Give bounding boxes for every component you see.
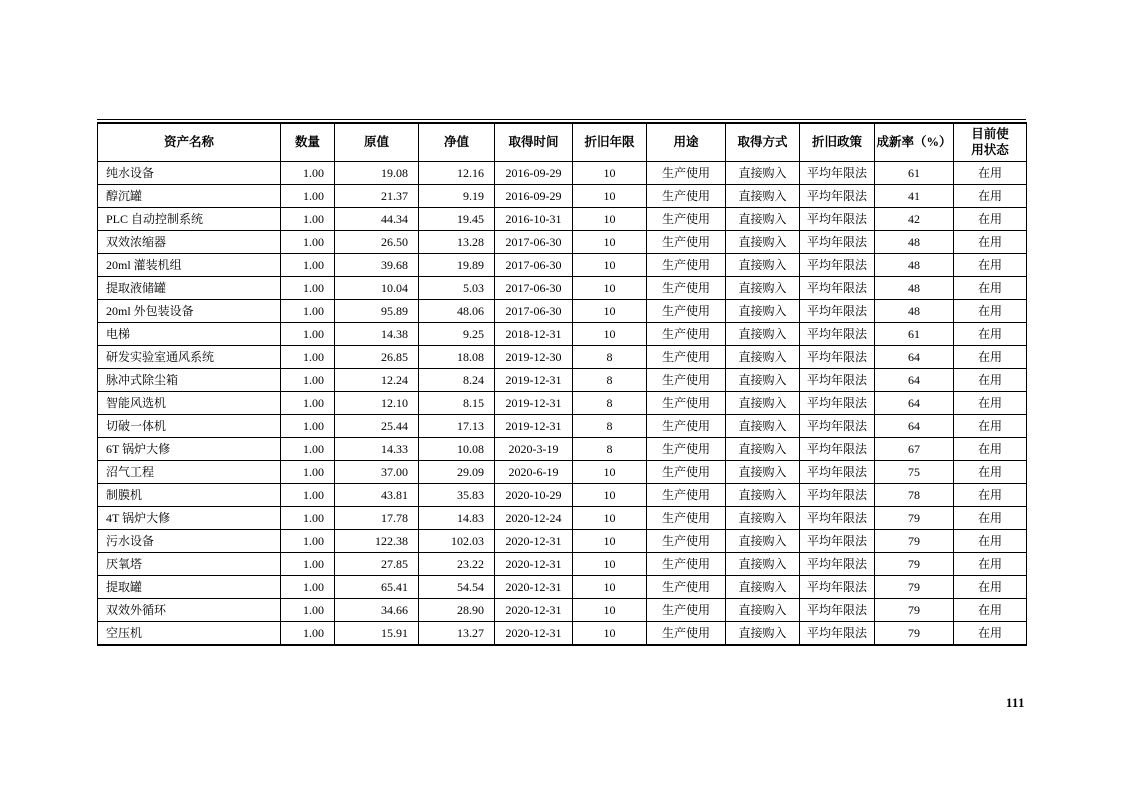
table-cell: 1.00	[281, 184, 335, 207]
table-cell: 2020-10-29	[495, 483, 573, 506]
table-cell: 平均年限法	[800, 368, 875, 391]
table-cell: 生产使用	[647, 345, 726, 368]
table-cell: 直接购入	[726, 483, 800, 506]
table-cell: 2020-12-31	[495, 598, 573, 621]
table-cell: 41	[875, 184, 954, 207]
table-cell: 1.00	[281, 253, 335, 276]
table-cell: 2020-12-31	[495, 552, 573, 575]
column-header: 净值	[419, 123, 495, 161]
table-row	[98, 207, 1027, 230]
table-cell: 61	[875, 322, 954, 345]
table-cell: 平均年限法	[800, 345, 875, 368]
table-cell: 平均年限法	[800, 621, 875, 645]
table-cell: 平均年限法	[800, 437, 875, 460]
table-cell: 生产使用	[647, 529, 726, 552]
table-cell: 13.28	[419, 230, 495, 253]
table-cell: 直接购入	[726, 161, 800, 184]
table-cell: 1.00	[281, 345, 335, 368]
table-cell: 平均年限法	[800, 552, 875, 575]
table-row	[98, 414, 1027, 437]
table-cell: 75	[875, 460, 954, 483]
table-cell: 平均年限法	[800, 598, 875, 621]
table-cell: 10	[573, 161, 647, 184]
table-cell: 2019-12-30	[495, 345, 573, 368]
table-row	[98, 161, 1027, 184]
table-cell: 9.25	[419, 322, 495, 345]
table-cell: 10	[573, 276, 647, 299]
table-cell: 8	[573, 391, 647, 414]
table-cell: 29.09	[419, 460, 495, 483]
column-header: 折旧年限	[573, 123, 647, 161]
table-cell: 生产使用	[647, 230, 726, 253]
table-cell: 12.24	[335, 368, 419, 391]
column-header: 取得方式	[726, 123, 800, 161]
table-row	[98, 506, 1027, 529]
table-cell: 在用	[954, 460, 1027, 483]
table-cell: 在用	[954, 322, 1027, 345]
table-cell: 在用	[954, 253, 1027, 276]
table-cell: 18.08	[419, 345, 495, 368]
table-cell: 12.16	[419, 161, 495, 184]
table-cell: 在用	[954, 575, 1027, 598]
table-cell: 直接购入	[726, 391, 800, 414]
table-cell: 13.27	[419, 621, 495, 645]
table-cell: 2019-12-31	[495, 414, 573, 437]
table-cell: 生产使用	[647, 207, 726, 230]
table-cell: 直接购入	[726, 368, 800, 391]
table-cell: 平均年限法	[800, 575, 875, 598]
table-cell: 23.22	[419, 552, 495, 575]
table-cell: 2016-09-29	[495, 161, 573, 184]
table-cell: 在用	[954, 391, 1027, 414]
table-cell: 平均年限法	[800, 207, 875, 230]
table-row	[98, 299, 1027, 322]
table-cell: 平均年限法	[800, 230, 875, 253]
table-cell: 平均年限法	[800, 529, 875, 552]
table-cell: 19.89	[419, 253, 495, 276]
table-cell: 20ml 灌装机组	[98, 253, 281, 276]
table-cell: 在用	[954, 621, 1027, 645]
table-cell: 在用	[954, 184, 1027, 207]
table-cell: 25.44	[335, 414, 419, 437]
table-cell: 4T 锅炉大修	[98, 506, 281, 529]
table-cell: 空压机	[98, 621, 281, 645]
table-cell: 79	[875, 598, 954, 621]
table-cell: 直接购入	[726, 184, 800, 207]
table-cell: 生产使用	[647, 322, 726, 345]
table-cell: 直接购入	[726, 207, 800, 230]
table-cell: 直接购入	[726, 575, 800, 598]
table-cell: 1.00	[281, 414, 335, 437]
table-cell: 17.13	[419, 414, 495, 437]
table-cell: 2020-12-24	[495, 506, 573, 529]
table-cell: 生产使用	[647, 552, 726, 575]
table-cell: 19.45	[419, 207, 495, 230]
table-cell: 纯水设备	[98, 161, 281, 184]
table-cell: 8	[573, 345, 647, 368]
table-cell: 10	[573, 575, 647, 598]
table-cell: 10	[573, 621, 647, 645]
table-cell: 在用	[954, 529, 1027, 552]
table-cell: 1.00	[281, 575, 335, 598]
table-row	[98, 230, 1027, 253]
table-cell: 95.89	[335, 299, 419, 322]
table-cell: 20ml 外包装设备	[98, 299, 281, 322]
table-cell: 生产使用	[647, 253, 726, 276]
table-cell: 37.00	[335, 460, 419, 483]
table-cell: 1.00	[281, 368, 335, 391]
table-cell: 39.68	[335, 253, 419, 276]
table-cell: 1.00	[281, 483, 335, 506]
table-cell: 生产使用	[647, 460, 726, 483]
table-cell: 43.81	[335, 483, 419, 506]
table-cell: 2018-12-31	[495, 322, 573, 345]
table-cell: 2016-10-31	[495, 207, 573, 230]
table-cell: 8	[573, 437, 647, 460]
table-cell: 1.00	[281, 207, 335, 230]
table-cell: 10	[573, 506, 647, 529]
table-cell: 生产使用	[647, 276, 726, 299]
table-cell: 65.41	[335, 575, 419, 598]
table-cell: 脉冲式除尘箱	[98, 368, 281, 391]
table-cell: 35.83	[419, 483, 495, 506]
table-cell: 64	[875, 345, 954, 368]
table-cell: 直接购入	[726, 621, 800, 645]
table-cell: 直接购入	[726, 253, 800, 276]
table-cell: 10	[573, 483, 647, 506]
table-cell: 在用	[954, 207, 1027, 230]
table-header	[98, 123, 1027, 161]
table-cell: 直接购入	[726, 598, 800, 621]
table-cell: 沼气工程	[98, 460, 281, 483]
table-cell: 27.85	[335, 552, 419, 575]
table-cell: 1.00	[281, 460, 335, 483]
column-header: 折旧政策	[800, 123, 875, 161]
table-cell: 电梯	[98, 322, 281, 345]
table-cell: 79	[875, 575, 954, 598]
table-cell: 生产使用	[647, 621, 726, 645]
table-cell: 直接购入	[726, 322, 800, 345]
table-cell: 在用	[954, 506, 1027, 529]
table-cell: 提取罐	[98, 575, 281, 598]
table-cell: 在用	[954, 161, 1027, 184]
table-cell: 48	[875, 276, 954, 299]
table-cell: 10	[573, 207, 647, 230]
table-cell: 2020-3-19	[495, 437, 573, 460]
table-cell: 直接购入	[726, 506, 800, 529]
table-cell: 64	[875, 391, 954, 414]
table-cell: 8.24	[419, 368, 495, 391]
asset-table	[97, 122, 1027, 646]
table-cell: 1.00	[281, 230, 335, 253]
table-cell: 在用	[954, 437, 1027, 460]
column-header: 成新率（%）	[875, 123, 954, 161]
table-cell: 直接购入	[726, 437, 800, 460]
table-row	[98, 276, 1027, 299]
table-cell: 8.15	[419, 391, 495, 414]
table-cell: 直接购入	[726, 529, 800, 552]
table-cell: 制膜机	[98, 483, 281, 506]
header-row	[98, 123, 1027, 161]
table-cell: 生产使用	[647, 483, 726, 506]
table-cell: 2020-12-31	[495, 575, 573, 598]
table-cell: 生产使用	[647, 299, 726, 322]
table-cell: 48.06	[419, 299, 495, 322]
table-row	[98, 598, 1027, 621]
table-cell: 10	[573, 253, 647, 276]
table-cell: 48	[875, 253, 954, 276]
table-cell: 2020-12-31	[495, 529, 573, 552]
table-cell: 64	[875, 414, 954, 437]
table-cell: 直接购入	[726, 460, 800, 483]
table-cell: 64	[875, 368, 954, 391]
table-cell: 平均年限法	[800, 299, 875, 322]
table-cell: 在用	[954, 299, 1027, 322]
table-cell: 生产使用	[647, 575, 726, 598]
table-cell: 8	[573, 414, 647, 437]
table-cell: 78	[875, 483, 954, 506]
column-header: 数量	[281, 123, 335, 161]
table-cell: 9.19	[419, 184, 495, 207]
table-cell: 平均年限法	[800, 161, 875, 184]
table-cell: 44.34	[335, 207, 419, 230]
table-row	[98, 391, 1027, 414]
table-cell: 生产使用	[647, 598, 726, 621]
table-cell: 10	[573, 299, 647, 322]
table-cell: 平均年限法	[800, 483, 875, 506]
table-cell: 生产使用	[647, 437, 726, 460]
table-cell: 8	[573, 368, 647, 391]
table-cell: 1.00	[281, 276, 335, 299]
table-cell: 54.54	[419, 575, 495, 598]
table-cell: 平均年限法	[800, 253, 875, 276]
table-cell: 2019-12-31	[495, 368, 573, 391]
table-cell: 79	[875, 506, 954, 529]
column-header: 取得时间	[495, 123, 573, 161]
table-row	[98, 322, 1027, 345]
table-cell: 污水设备	[98, 529, 281, 552]
table-cell: 1.00	[281, 322, 335, 345]
table-cell: 1.00	[281, 161, 335, 184]
table-cell: 智能风选机	[98, 391, 281, 414]
table-cell: 生产使用	[647, 391, 726, 414]
table-cell: 生产使用	[647, 184, 726, 207]
table-row	[98, 529, 1027, 552]
table-cell: 在用	[954, 345, 1027, 368]
table-cell: 生产使用	[647, 506, 726, 529]
table-row	[98, 575, 1027, 598]
table-cell: 34.66	[335, 598, 419, 621]
table-cell: 醇沉罐	[98, 184, 281, 207]
table-row	[98, 437, 1027, 460]
table-cell: 28.90	[419, 598, 495, 621]
table-cell: 直接购入	[726, 276, 800, 299]
table-cell: 10	[573, 460, 647, 483]
table-cell: 26.85	[335, 345, 419, 368]
table-cell: 42	[875, 207, 954, 230]
table-cell: 双效外循环	[98, 598, 281, 621]
table-cell: 1.00	[281, 299, 335, 322]
table-cell: 6T 锅炉大修	[98, 437, 281, 460]
table-cell: 直接购入	[726, 299, 800, 322]
table-cell: 14.83	[419, 506, 495, 529]
table-cell: 平均年限法	[800, 184, 875, 207]
table-cell: 在用	[954, 368, 1027, 391]
table-cell: 平均年限法	[800, 391, 875, 414]
table-cell: 切破一体机	[98, 414, 281, 437]
table-cell: 平均年限法	[800, 276, 875, 299]
table-cell: 在用	[954, 598, 1027, 621]
table-cell: 79	[875, 621, 954, 645]
table-cell: 生产使用	[647, 414, 726, 437]
table-cell: 10.08	[419, 437, 495, 460]
table-cell: 2017-06-30	[495, 299, 573, 322]
table-cell: 在用	[954, 414, 1027, 437]
table-cell: 102.03	[419, 529, 495, 552]
table-cell: 48	[875, 230, 954, 253]
table-cell: 研发实验室通风系统	[98, 345, 281, 368]
table-cell: 平均年限法	[800, 322, 875, 345]
table-cell: 生产使用	[647, 161, 726, 184]
table-row	[98, 184, 1027, 207]
table-row	[98, 483, 1027, 506]
table-row	[98, 368, 1027, 391]
table-cell: 48	[875, 299, 954, 322]
table-cell: 1.00	[281, 552, 335, 575]
table-body	[98, 161, 1027, 645]
table-cell: 在用	[954, 276, 1027, 299]
table-cell: 2019-12-31	[495, 391, 573, 414]
table-cell: 直接购入	[726, 345, 800, 368]
table-cell: 直接购入	[726, 230, 800, 253]
column-header: 资产名称	[98, 123, 281, 161]
table-cell: 厌氧塔	[98, 552, 281, 575]
table-cell: 17.78	[335, 506, 419, 529]
table-cell: 10	[573, 322, 647, 345]
table-cell: 在用	[954, 552, 1027, 575]
table-cell: 2020-12-31	[495, 621, 573, 645]
asset-table-container	[97, 119, 1026, 646]
table-cell: 直接购入	[726, 414, 800, 437]
table-cell: 1.00	[281, 391, 335, 414]
table-cell: 2017-06-30	[495, 276, 573, 299]
table-cell: 平均年限法	[800, 460, 875, 483]
table-cell: PLC 自动控制系统	[98, 207, 281, 230]
table-cell: 10	[573, 552, 647, 575]
table-cell: 10	[573, 598, 647, 621]
table-cell: 10	[573, 184, 647, 207]
table-cell: 在用	[954, 230, 1027, 253]
table-cell: 14.33	[335, 437, 419, 460]
page-number: 111	[1006, 696, 1025, 710]
table-cell: 1.00	[281, 598, 335, 621]
table-cell: 67	[875, 437, 954, 460]
table-cell: 79	[875, 552, 954, 575]
table-cell: 生产使用	[647, 368, 726, 391]
table-cell: 79	[875, 529, 954, 552]
table-cell: 1.00	[281, 529, 335, 552]
table-cell: 12.10	[335, 391, 419, 414]
table-cell: 2016-09-29	[495, 184, 573, 207]
table-cell: 1.00	[281, 621, 335, 645]
column-header: 用途	[647, 123, 726, 161]
table-cell: 在用	[954, 483, 1027, 506]
table-cell: 15.91	[335, 621, 419, 645]
table-cell: 双效浓缩器	[98, 230, 281, 253]
table-row	[98, 345, 1027, 368]
table-cell: 10	[573, 529, 647, 552]
table-cell: 平均年限法	[800, 414, 875, 437]
table-row	[98, 253, 1027, 276]
table-cell: 10.04	[335, 276, 419, 299]
column-header: 原值	[335, 123, 419, 161]
table-cell: 19.08	[335, 161, 419, 184]
table-cell: 5.03	[419, 276, 495, 299]
table-cell: 1.00	[281, 437, 335, 460]
table-cell: 122.38	[335, 529, 419, 552]
column-header: 目前使用状态	[954, 123, 1027, 161]
table-cell: 21.37	[335, 184, 419, 207]
table-cell: 直接购入	[726, 552, 800, 575]
table-cell: 2020-6-19	[495, 460, 573, 483]
table-cell: 2017-06-30	[495, 253, 573, 276]
table-row	[98, 552, 1027, 575]
table-cell: 61	[875, 161, 954, 184]
table-cell: 提取液储罐	[98, 276, 281, 299]
table-cell: 14.38	[335, 322, 419, 345]
table-cell: 2017-06-30	[495, 230, 573, 253]
table-cell: 1.00	[281, 506, 335, 529]
table-cell: 10	[573, 230, 647, 253]
table-cell: 26.50	[335, 230, 419, 253]
table-row	[98, 621, 1027, 645]
table-row	[98, 460, 1027, 483]
table-cell: 平均年限法	[800, 506, 875, 529]
